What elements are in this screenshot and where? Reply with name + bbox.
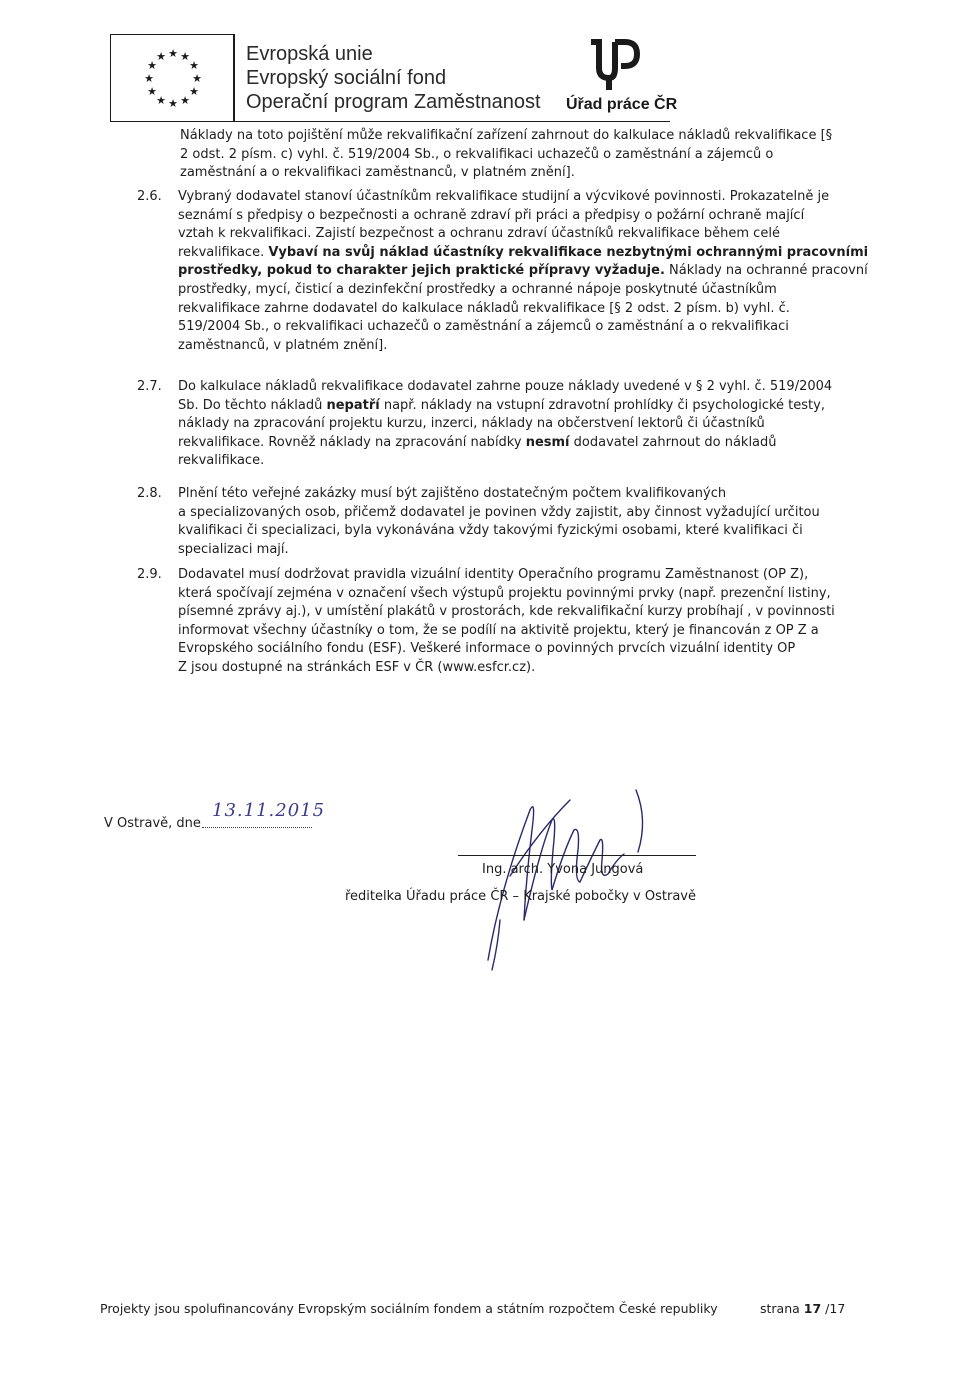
header-divider-horizontal — [110, 121, 670, 122]
text-line — [178, 641, 866, 660]
svg-text:★: ★ — [144, 72, 154, 85]
text-line — [178, 282, 866, 301]
text-line — [178, 660, 866, 679]
text-run: seznámí s předpisy o bezpečnosti a ochraně zdraví při práci a předpisy o požární ochraně mající — [178, 207, 805, 223]
text-run: Z jsou dostupné na stránkách ESF v ČR (www.esfcr.cz). — [178, 659, 536, 675]
svg-text:★: ★ — [189, 85, 199, 98]
text-line — [178, 301, 866, 320]
section-number: 2.7. — [137, 379, 162, 394]
page-number — [760, 1301, 845, 1316]
text-run: prostředky, mycí, čisticí a dezinfekční prostředky a ochranné nápoje poskytnuté účastníkům — [178, 281, 777, 297]
header-program: Operační program Zaměstnanost — [246, 91, 541, 113]
text-line — [178, 338, 866, 357]
up-office-name: Úřad práce ČR — [566, 96, 678, 113]
footer-cofinancing-note: Projekty jsou spolufinancovány Evropským sociálním fondem a státním rozpočtem České republiky — [100, 1301, 718, 1316]
svg-text:★: ★ — [168, 97, 178, 110]
svg-text:★: ★ — [147, 59, 157, 72]
page-current: 17 — [803, 1301, 822, 1316]
signer-name: Ing. arch. Yvona Jungová — [482, 862, 644, 877]
page-total: /17 — [825, 1301, 846, 1316]
text-line — [178, 542, 866, 561]
bold-text-run: nepatří — [326, 397, 380, 413]
header-titles — [246, 42, 541, 114]
header-eu: Evropská unie — [246, 43, 373, 65]
text-run: a specializovaných osob, přičemž dodavatel je povinen vždy zajistit, aby činnost vyžadující určitou — [178, 504, 820, 520]
text-run: kvalifikaci či specializaci, byla vykonávána vždy takovými fyzickými osobami, které kvalifikaci či — [178, 523, 803, 539]
header-esf: Evropský sociální fond — [246, 67, 447, 89]
text-run: Dodavatel musí dodržovat pravidla vizuální identity Operačního programu Zaměstnanost (OP Z), — [178, 567, 809, 582]
text-run: dodavatel zahrnout do nákladů — [569, 434, 777, 450]
svg-text:★: ★ — [180, 94, 190, 107]
text-run: Vybraný dodavatel stanoví účastníkům rekvalifikace studijní a výcvikové povinnosti. Prokazatelně je — [178, 189, 830, 204]
text-line: zaměstnání a o rekvalifikaci zaměstnanců, v platném znění]. — [180, 165, 575, 181]
text-line — [178, 623, 866, 642]
text-line — [178, 263, 866, 282]
text-line — [178, 586, 866, 605]
text-run: písemné zprávy aj.), v umístění plakátů v prostorách, kde rekvalifikační kurzy probíhají , v povinnosti — [178, 604, 835, 620]
text-line — [178, 319, 866, 338]
text-run: zaměstnanců, v platném znění]. — [178, 337, 388, 353]
section-text — [178, 379, 866, 472]
section-text — [178, 486, 866, 560]
text-run: rekvalifikace zahrne dodavatel do kalkulace nákladů rekvalifikace [§ 2 odst. 2 písm. b) vyhl. č. — [178, 300, 790, 316]
text-run: informovat všechny účastníky o tom, že se podílí na aktivitě projektu, který je financován z OP Z a — [178, 622, 819, 638]
bold-text-run: nesmí — [525, 434, 570, 450]
text-line — [178, 189, 866, 208]
text-line — [178, 379, 866, 398]
text-run: např. náklady na vstupní zdravotní prohlídky či psychologické testy, — [379, 397, 825, 413]
text-line — [178, 505, 866, 524]
text-line — [178, 453, 866, 472]
text-line — [178, 244, 869, 264]
signer-role: ředitelka Úřadu práce ČR – Krajské pobočky v Ostravě — [345, 889, 696, 904]
text-line — [178, 567, 866, 586]
svg-text:★: ★ — [168, 47, 178, 60]
text-line — [178, 435, 866, 454]
text-run: náklady na zpracování projektu kurzu, inzerci, náklady na občerstvení lektorů či účastníků — [178, 416, 765, 432]
text-line — [178, 416, 866, 435]
svg-text:★: ★ — [156, 50, 166, 63]
text-run: která spočívají zejména v označení všech výstupů projektu povinnými prvky (např. prezenční listiny, — [178, 585, 831, 601]
text-run: vztah k rekvalifikaci. Zajistí bezpečnost a ochranu zdraví účastníků rekvalifikace během celé — [178, 226, 780, 242]
text-run: Do kalkulace nákladů rekvalifikace dodavatel zahrne pouze náklady uvedené v § 2 vyhl. č. 519/2004 — [178, 379, 833, 394]
bold-text-run: Vybaví na svůj náklad účastníky rekvalifikace nezbytnými ochrannými pracovními — [268, 244, 869, 260]
svg-text:★: ★ — [156, 94, 166, 107]
text-line: Náklady na toto pojištění může rekvalifikační zařízení zahrnout do kalkulace nákladů rekvalifikace [§ — [180, 128, 833, 143]
header-divider-vertical — [234, 34, 235, 122]
text-line — [178, 486, 866, 505]
text-run: Náklady na ochranné pracovní — [664, 263, 868, 279]
date-dotted-line — [202, 827, 312, 828]
text-run: Plnění této veřejné zakázky musí být zajištěno dostatečným počtem kvalifikovaných — [178, 486, 727, 501]
section-text — [178, 567, 866, 679]
section-number: 2.9. — [137, 567, 162, 582]
bold-text-run: prostředky, pokud to charakter jejich praktické přípravy vyžaduje. — [178, 263, 665, 279]
text-line — [178, 523, 866, 542]
text-run: rekvalifikace. — [178, 453, 265, 469]
section-number: 2.6. — [137, 189, 162, 204]
svg-text:★: ★ — [192, 72, 202, 85]
text-run: rekvalifikace. Rovněž náklady na zpracování nabídky — [178, 434, 526, 450]
svg-text:★: ★ — [189, 59, 199, 72]
svg-text:★: ★ — [147, 85, 157, 98]
page-label: strana — [760, 1301, 800, 1316]
signature-line — [458, 855, 696, 856]
place-label: V Ostravě, dne — [104, 816, 201, 831]
text-line — [178, 398, 866, 417]
text-run: 519/2004 Sb., o rekvalifikaci uchazečů o zaměstnání a zájemců o zaměstnání a o rekvalifikaci — [178, 319, 789, 335]
text-line — [178, 226, 866, 245]
section-number: 2.8. — [137, 486, 162, 501]
eu-stars-icon — [111, 35, 235, 123]
text-run: rekvalifikace. — [178, 244, 269, 260]
eu-flag-logo — [110, 34, 234, 122]
up-logo-icon — [585, 38, 641, 92]
text-line — [178, 604, 866, 623]
section-text — [178, 189, 869, 356]
text-line: 2 odst. 2 písm. c) vyhl. č. 519/2004 Sb., o rekvalifikaci uchazečů o zaměstnání a zájemců o — [180, 146, 774, 162]
text-run: specializaci mají. — [178, 541, 289, 557]
text-line — [178, 208, 866, 227]
svg-text:★: ★ — [180, 50, 190, 63]
handwritten-date: 13.11.2015 — [212, 800, 326, 821]
text-run: Sb. Do těchto nákladů — [178, 397, 327, 413]
text-run: Evropského sociálního fondu (ESF). Veškeré informace o povinných prvcích vizuální identity OP — [178, 641, 796, 657]
intro-paragraph — [180, 128, 866, 184]
